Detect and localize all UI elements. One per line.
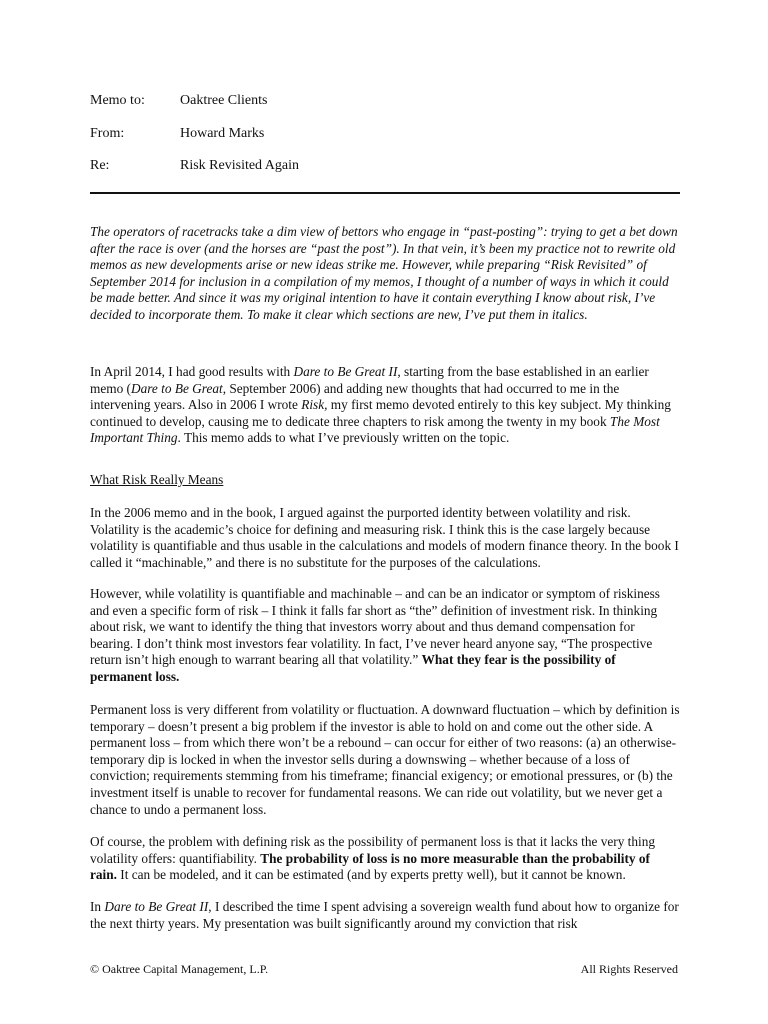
p1-title-risk: Risk, — [301, 397, 328, 413]
p1-text-e: . This memo adds to what I’ve previously written on the topic. — [177, 430, 510, 446]
p3-text: However, while volatility is quantifiable and machinable – and can be an indicator or symptom of riskiness and even a specific form of risk – I think it falls far short as “the” definition of investment risk. In thinking about risk, we want to identify the thing that investors worry about and thus demand compensation for bearing. I don’t think most investors fear volatility. In fact, I’ve never heard anyone say, “The prospective return isn’t high enough to warrant bearing all that volatility.” — [90, 586, 660, 668]
p1-text-c: , September 2006) and adding new thoughts that had occurred to me in the intervening years. Also in 2006 I wrote — [90, 380, 620, 413]
p6-title-dare-ii: Dare to Be Great II — [104, 899, 209, 914]
intro-italic-paragraph: The operators of racetracks take a dim view of bettors who engage in “past-posting”: trying to get a bet down after the race is over (and the horses are “past the post”). In that vein, it’s been my practice not to rewrite old memos as new developments arise or new ideas strike me. However, while preparing “Risk Revisited” of September 2014 for inclusion in a compilation of my memos, I thought of a number of ways in which it could be made better. And since it was my original intention to have it contain everything I know about risk, I’ve decided to incorporate them. To make it clear which sections are new, I’ve put them in italics. — [90, 224, 678, 322]
p3-bold-text: What they fear is the possibility of permanent loss. — [90, 652, 616, 684]
paragraph-3 — [90, 586, 680, 686]
memo-re-value: Risk Revisited Again — [180, 158, 299, 173]
paragraph-6 — [90, 899, 680, 932]
p5-bold-text: The probability of loss is no more measurable than the probability of rain. — [90, 850, 650, 883]
header-divider — [90, 192, 680, 194]
footer-rights: All Rights Reserved — [580, 962, 678, 976]
p1-text-a: In April 2014, I had good results with — [90, 364, 294, 379]
section-heading: What Risk Really Means — [90, 472, 224, 487]
p1-title-dare: Dare to Be Great — [131, 380, 223, 396]
paragraph-4: Permanent loss is very different from volatility or fluctuation. A downward fluctuation – which by definition is temporary – doesn’t present a big problem if the investor is able to hold on and come out the other side. A permanent loss – from which there won’t be a rebound – can occur for either of two reasons: (a) an otherwise-temporary dip is locked in when the investor sells during a downswing – whether because of a loss of conviction; requirements stemming from his timeframe; financial exigency; or emotional pressures, or (b) the investment itself is unable to recover for fundamental reasons. We can ride out volatility, but we never get a chance to undo a permanent loss. — [90, 702, 680, 817]
p1-title-dare-ii: Dare to Be Great II — [293, 364, 398, 379]
memo-to-label: Memo to: — [90, 93, 145, 108]
memo-from-label: From: — [90, 126, 125, 141]
memo-to-value: Oaktree Clients — [180, 93, 268, 108]
paragraph-2: In the 2006 memo and in the book, I argued against the purported identity between volatility and risk. Volatility is the academic’s choice for defining and measuring risk. I think this is the case largely because volatility is quantifiable and thus usable in the calculations and models of modern finance theory. In the book I called it “machinable,” and there is no substitute for the purposes of the calculations. — [90, 505, 679, 570]
p6-text-b: , I described the time I spent advising a sovereign wealth fund about how to organize for the next thirty years. My presentation was built significantly around my conviction that risk — [90, 899, 679, 931]
p1-text-b: , starting from the base established in an earlier memo ( — [90, 364, 649, 396]
p6-text-a: In — [90, 899, 105, 914]
p1-text-d: my first memo devoted entirely to this key subject. My thinking continued to develop, causing me to dedicate three chapters to risk among the twenty in my book — [90, 397, 671, 429]
p5-text-b: It can be modeled, and it can be estimated (and by experts pretty well), but it cannot be known. — [116, 867, 626, 883]
p1-title-book: The Most Important Thing — [90, 413, 660, 446]
paragraph-5 — [90, 834, 680, 884]
memo-re-label: Re: — [90, 158, 110, 173]
paragraph-1 — [90, 364, 680, 447]
p5-text-a: Of course, the problem with defining risk as the possibility of permanent loss is that it lacks the very thing volatility offers: quantifiability. — [90, 834, 656, 866]
footer-copyright: © Oaktree Capital Management, L.P. — [90, 962, 269, 976]
memo-from-value: Howard Marks — [180, 126, 265, 141]
